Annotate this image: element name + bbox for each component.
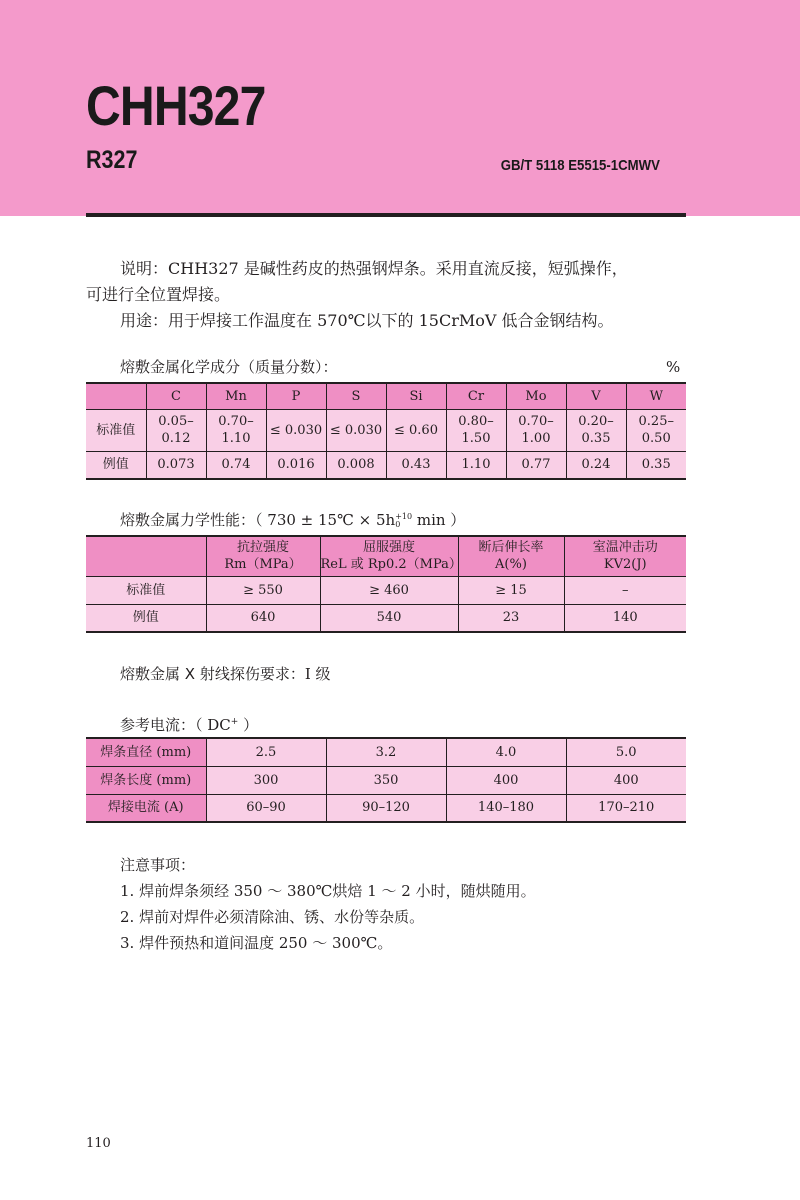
- condition-tolerance: [395, 513, 412, 529]
- usage-paragraph: [86, 308, 686, 334]
- description-text-1: CHH327 是碱性药皮的热强钢焊条。采用直流反接，短弧操作，: [168, 259, 628, 278]
- mechanical-standard-value: –: [564, 576, 686, 604]
- current-row-label: 焊条直径 (mm): [86, 738, 206, 766]
- chemical-header-c: C: [146, 383, 206, 409]
- chemical-example-value: 1.10: [446, 451, 506, 479]
- mechanical-header-cell: 屈服强度 ReL 或 Rp0.2（MPa）: [320, 536, 458, 576]
- chemical-header-mn: Mn: [206, 383, 266, 409]
- mechanical-standard-value: ≥ 550: [206, 576, 320, 604]
- product-title: CHH327: [86, 74, 266, 137]
- mechanical-example-value: 23: [458, 604, 564, 632]
- current-polarity: [195, 716, 258, 734]
- chemical-standard-value: 0.70– 1.10: [206, 409, 266, 451]
- current-row-value: 140–180: [446, 794, 566, 822]
- polarity-close: ）: [238, 716, 259, 734]
- page-number: 110: [86, 1136, 111, 1151]
- current-row-value: 2.5: [206, 738, 326, 766]
- chemical-standard-row: [86, 409, 686, 451]
- current-row-value: 400: [446, 766, 566, 794]
- mechanical-example-label: 例值: [86, 604, 206, 632]
- current-row-value: 90–120: [326, 794, 446, 822]
- header-rule: [86, 213, 686, 217]
- description-label: 说明：: [120, 259, 169, 278]
- description-continued: [86, 282, 686, 308]
- mechanical-header-cell: 抗拉强度 Rm（MPa）: [206, 536, 320, 576]
- chemical-header-si: Si: [386, 383, 446, 409]
- note-item-3: 3. 焊件预热和道间温度 250 ～ 300℃。: [120, 934, 393, 952]
- mechanical-standard-label: 标准值: [86, 576, 206, 604]
- mechanical-section-title: [120, 510, 465, 530]
- mechanical-example-row: [86, 604, 686, 632]
- chemical-example-value: 0.008: [326, 451, 386, 479]
- chemical-composition-table: [86, 382, 686, 480]
- percent-unit: %: [666, 358, 681, 376]
- polarity-sup: +: [230, 717, 239, 727]
- mechanical-header-row: [86, 536, 686, 576]
- chemical-example-value: 0.43: [386, 451, 446, 479]
- xray-title: 熔敷金属 X 射线探伤要求：: [120, 665, 305, 683]
- current-row-value: 170–210: [566, 794, 686, 822]
- current-row-value: 400: [566, 766, 686, 794]
- chemical-standard-value: ≤ 0.030: [326, 409, 386, 451]
- chemical-header-mo: Mo: [506, 383, 566, 409]
- mechanical-header-corner: [86, 536, 206, 576]
- notes-title: 注意事项：: [120, 856, 196, 874]
- notes-section: [120, 852, 536, 956]
- mechanical-example-value: 640: [206, 604, 320, 632]
- current-title-text: 参考电流：: [120, 716, 196, 734]
- mechanical-title-text: 熔敷金属力学性能：: [120, 511, 256, 529]
- condition-sup: +10: [395, 512, 413, 521]
- mechanical-properties-table: [86, 535, 686, 633]
- current-row: [86, 794, 686, 822]
- chemical-header-row: [86, 383, 686, 409]
- chemical-section-title: 熔敷金属化学成分（质量分数）：: [120, 358, 338, 376]
- chemical-header-s: S: [326, 383, 386, 409]
- chemical-example-value: 0.74: [206, 451, 266, 479]
- chemical-example-row: [86, 451, 686, 479]
- chemical-header-p: P: [266, 383, 326, 409]
- current-row-value: 4.0: [446, 738, 566, 766]
- chemical-example-value: 0.016: [266, 451, 326, 479]
- current-section-title: [120, 712, 258, 735]
- usage-text: 用于焊接工作温度在 570℃以下的 15CrMoV 低合金钢结构。: [168, 311, 614, 330]
- chemical-example-value: 0.24: [566, 451, 626, 479]
- condition-sub: 0: [395, 520, 401, 529]
- xray-section: [120, 664, 331, 684]
- chemical-header-cr: Cr: [446, 383, 506, 409]
- mechanical-example-value: 540: [320, 604, 458, 632]
- mechanical-standard-value: ≥ 460: [320, 576, 458, 604]
- note-item-1: 1. 焊前焊条须经 350 ～ 380℃烘焙 1 ～ 2 小时，随烘随用。: [120, 882, 536, 900]
- chemical-header-corner: [86, 383, 146, 409]
- usage-label: 用途：: [120, 311, 169, 330]
- mechanical-condition: [255, 511, 465, 529]
- chemical-header-w: W: [626, 383, 686, 409]
- reference-current-table: [86, 737, 686, 823]
- current-row-label: 焊接电流 (A): [86, 794, 206, 822]
- current-row-value: 60–90: [206, 794, 326, 822]
- chemical-standard-value: 0.05– 0.12: [146, 409, 206, 451]
- mechanical-standard-value: ≥ 15: [458, 576, 564, 604]
- chemical-standard-value: 0.70– 1.00: [506, 409, 566, 451]
- current-row-label: 焊条长度 (mm): [86, 766, 206, 794]
- chemical-standard-value: ≤ 0.60: [386, 409, 446, 451]
- condition-text: （ 730 ± 15℃ × 5h: [255, 511, 396, 529]
- current-row-value: 5.0: [566, 738, 686, 766]
- current-row: [86, 766, 686, 794]
- description-paragraph: [86, 256, 686, 282]
- description-text-2: 可进行全位置焊接。: [86, 285, 231, 304]
- chemical-example-label: 例值: [86, 451, 146, 479]
- current-row: [86, 738, 686, 766]
- current-row-value: 3.2: [326, 738, 446, 766]
- current-row-value: 350: [326, 766, 446, 794]
- chemical-example-value: 0.35: [626, 451, 686, 479]
- note-item-2: 2. 焊前对焊件必须清除油、锈、水份等杂质。: [120, 908, 425, 926]
- chemical-standard-value: ≤ 0.030: [266, 409, 326, 451]
- polarity-text: （ DC: [195, 716, 231, 734]
- condition-unit: min ）: [412, 511, 466, 529]
- standard-code: GB/T 5118 E5515-1CMWV: [500, 157, 660, 174]
- chemical-standard-label: 标准值: [86, 409, 146, 451]
- chemical-example-value: 0.073: [146, 451, 206, 479]
- chemical-standard-value: 0.20– 0.35: [566, 409, 626, 451]
- chemical-standard-value: 0.25– 0.50: [626, 409, 686, 451]
- chemical-example-value: 0.77: [506, 451, 566, 479]
- mechanical-standard-row: [86, 576, 686, 604]
- mechanical-example-value: 140: [564, 604, 686, 632]
- product-subtitle: R327: [86, 146, 138, 174]
- xray-value: I 级: [304, 665, 331, 683]
- chemical-standard-value: 0.80– 1.50: [446, 409, 506, 451]
- mechanical-header-cell: 室温冲击功 KV2(J): [564, 536, 686, 576]
- chemical-header-v: V: [566, 383, 626, 409]
- mechanical-header-cell: 断后伸长率 A(%): [458, 536, 564, 576]
- current-row-value: 300: [206, 766, 326, 794]
